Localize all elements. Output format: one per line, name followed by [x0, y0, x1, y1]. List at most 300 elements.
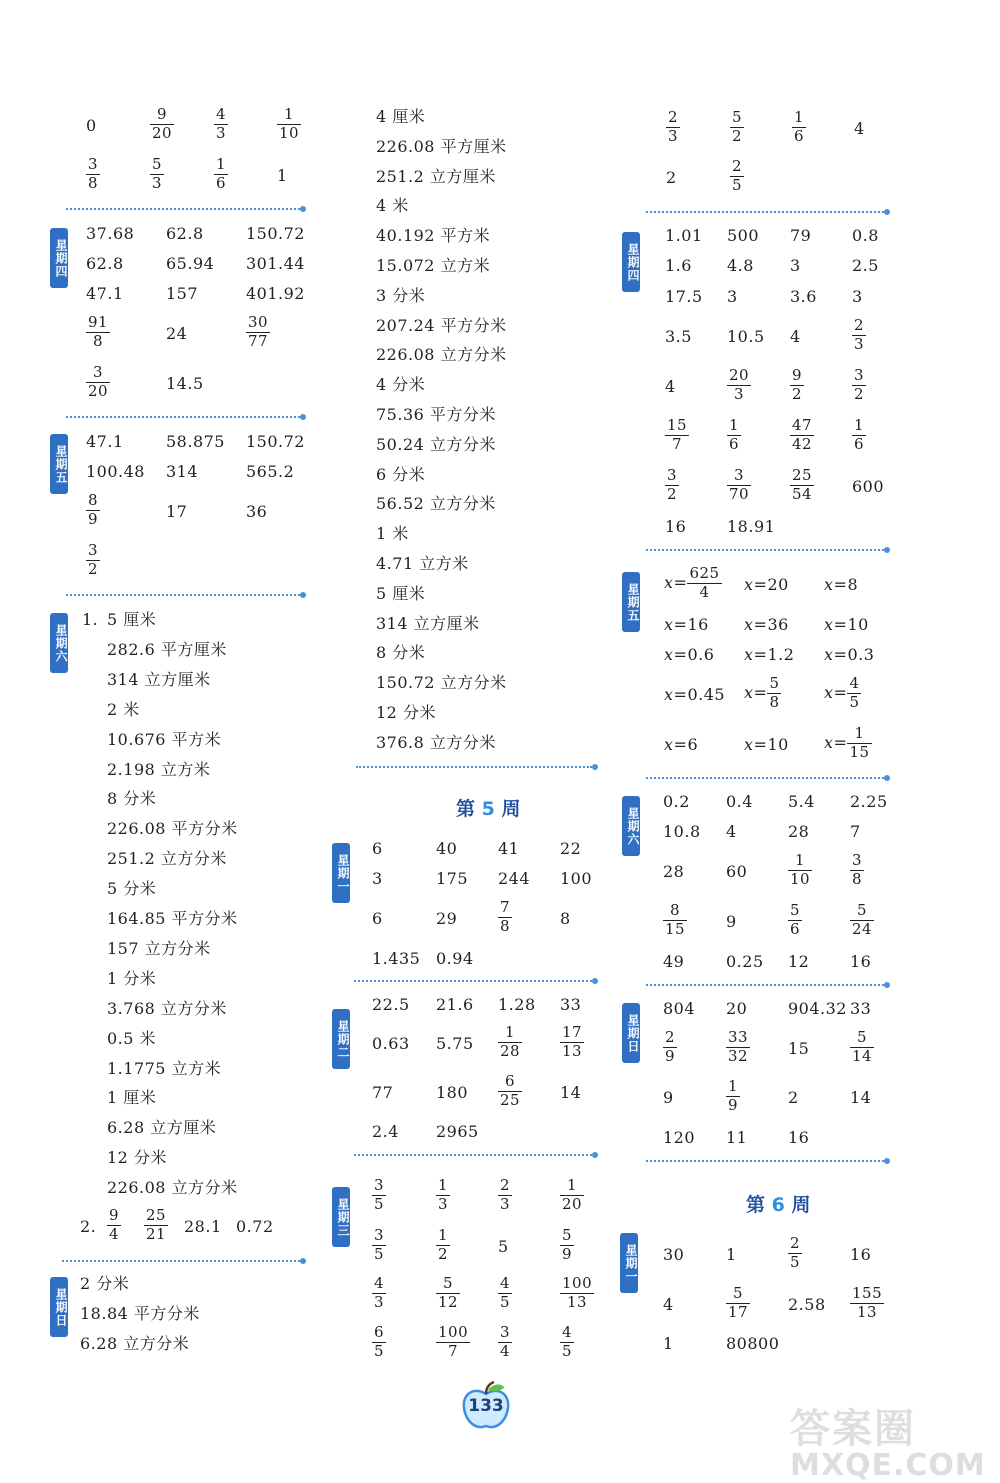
answer-line: 12 分米	[107, 1148, 167, 1168]
fraction	[847, 726, 871, 761]
fraction	[726, 1079, 740, 1114]
denominator: 21	[146, 1224, 167, 1243]
fraction	[850, 1030, 874, 1065]
table-cell	[498, 900, 512, 935]
table-cell	[790, 368, 804, 403]
answer-line: 6 分米	[376, 464, 426, 484]
answer-line: 2.198 立方米	[107, 759, 211, 779]
numerator: 3	[500, 1323, 511, 1341]
fraction	[277, 107, 301, 142]
table-cell: 16	[850, 952, 872, 971]
table-cell	[852, 318, 866, 353]
answer-line: 5 厘米	[107, 610, 157, 629]
table-cell	[436, 1276, 460, 1311]
table-cell	[665, 418, 689, 453]
denominator: 17	[728, 1302, 749, 1321]
fraction	[372, 1228, 386, 1263]
numerator: 1	[438, 1226, 449, 1244]
table-cell	[436, 1178, 450, 1213]
table-cell	[852, 368, 866, 403]
table-cell	[730, 110, 744, 145]
table-cell: 4	[663, 1295, 674, 1314]
fraction	[727, 368, 751, 403]
week-number: 5	[481, 798, 495, 820]
table-cell: 0.8	[852, 226, 879, 245]
fraction	[727, 418, 741, 453]
numerator: 1	[794, 108, 805, 126]
week-number: 6	[771, 1194, 785, 1216]
answer-line: 5 分米	[107, 879, 157, 899]
table-cell: 100	[560, 869, 593, 888]
denominator: 20	[88, 381, 109, 400]
fraction	[788, 1236, 802, 1271]
table-cell: 2.4	[372, 1122, 399, 1141]
denominator: 13	[562, 1041, 583, 1060]
section-divider	[66, 208, 300, 210]
table-cell: 3	[727, 287, 738, 306]
table-cell: 100.48	[86, 462, 145, 481]
denominator: 32	[728, 1046, 749, 1065]
table-cell	[498, 1025, 522, 1060]
table-cell: 600	[852, 477, 885, 496]
equation-cell: x= $\frac{1}{15}$	[824, 724, 870, 761]
table-cell: 500	[727, 226, 760, 245]
watermark	[790, 1397, 990, 1483]
day-tab: 星期五	[50, 434, 68, 494]
fraction	[767, 676, 781, 711]
numerator: 5	[769, 674, 780, 692]
item-number: 1.	[82, 610, 99, 629]
watermark-text: 答案圈	[790, 1406, 916, 1452]
numerator: 4	[374, 1274, 385, 1292]
answer-line: 56.52 立方分米	[376, 494, 496, 514]
answer-line: 1 厘米	[107, 1088, 157, 1108]
table-cell: 9	[663, 1088, 674, 1107]
day-tab: 星期一	[620, 1233, 638, 1293]
fraction	[847, 676, 861, 711]
numerator: 5	[152, 155, 163, 173]
numerator: 1	[505, 1023, 516, 1041]
fraction	[663, 903, 687, 938]
week-prefix: 第	[456, 798, 482, 820]
fraction	[86, 157, 100, 192]
table-cell: 2	[788, 1088, 799, 1107]
table-cell	[790, 418, 814, 453]
answer-line: 4 米	[376, 196, 409, 216]
answer-line: 0.5 米	[107, 1028, 157, 1048]
fraction	[372, 1178, 386, 1213]
fraction	[850, 903, 874, 938]
numerator: 100	[438, 1323, 469, 1341]
table-cell: 0	[86, 116, 97, 135]
numerator: 100	[562, 1274, 593, 1292]
fraction	[790, 468, 814, 503]
table-cell: 3.6	[790, 287, 817, 306]
numerator: 30	[248, 313, 269, 331]
table-cell: 2.25	[850, 792, 888, 811]
week-title	[746, 1190, 810, 1217]
denominator: 5	[849, 692, 860, 711]
denominator: 6	[216, 173, 227, 192]
variable: x	[744, 645, 754, 664]
denominator: 15	[665, 919, 686, 938]
numerator: 1	[216, 155, 227, 173]
table-cell	[850, 1286, 884, 1321]
denominator: 3	[734, 384, 745, 403]
fraction	[498, 1074, 522, 1109]
table-cell	[498, 1276, 512, 1311]
table-cell: 565.2	[246, 462, 295, 481]
numerator: 5	[562, 1226, 573, 1244]
numerator: 1	[854, 724, 865, 742]
table-cell: 16	[788, 1128, 810, 1147]
section-divider	[356, 766, 592, 768]
table-cell	[726, 1079, 740, 1114]
fraction	[560, 1228, 574, 1263]
table-cell: 41	[498, 839, 520, 858]
numerator: 3	[854, 366, 865, 384]
answer-line: 8 分米	[376, 643, 426, 663]
table-cell	[560, 1276, 594, 1311]
fraction	[852, 368, 866, 403]
numerator: 3	[93, 363, 104, 381]
numerator: 3	[852, 851, 863, 869]
numerator: 1	[795, 851, 806, 869]
fraction	[436, 1178, 450, 1213]
denominator: 3	[500, 1194, 511, 1213]
table-cell: 0.2	[663, 792, 690, 811]
table-cell: 28	[663, 862, 685, 881]
numerator: 2	[854, 316, 865, 334]
table-cell: 28	[788, 822, 810, 841]
day-tab: 星期五	[622, 572, 640, 632]
table-cell	[107, 1208, 121, 1243]
answer-line: 226.08 平方厘米	[376, 136, 507, 156]
denominator: 6	[790, 919, 801, 938]
numerator: 15	[667, 416, 688, 434]
denominator: 5	[732, 175, 743, 194]
table-cell: 1	[277, 166, 288, 185]
table-cell	[372, 1178, 386, 1213]
table-cell: 904.32	[788, 999, 847, 1018]
numerator: 6	[374, 1323, 385, 1341]
fraction	[727, 468, 751, 503]
numerator: 5	[443, 1274, 454, 1292]
table-cell: 47.1	[86, 432, 124, 451]
table-cell	[150, 157, 164, 192]
fraction	[790, 418, 814, 453]
denominator: 5	[374, 1194, 385, 1213]
denominator: 77	[248, 331, 269, 350]
fraction	[850, 853, 864, 888]
table-cell	[144, 1208, 168, 1243]
fraction	[687, 566, 721, 601]
answer-line: 6.28 立方分米	[80, 1334, 190, 1353]
fraction	[372, 1325, 386, 1360]
variable: x	[824, 575, 834, 594]
table-cell: 0.94	[436, 949, 474, 968]
numerator: 4	[562, 1323, 573, 1341]
denominator: 8	[852, 869, 863, 888]
table-cell	[727, 368, 751, 403]
table-cell	[560, 1325, 574, 1360]
table-cell	[560, 1178, 584, 1213]
denominator: 2	[854, 384, 865, 403]
table-cell: 150.72	[246, 224, 305, 243]
answer-line: 15.072 立方米	[376, 256, 491, 275]
fraction	[86, 315, 110, 350]
numerator: 5	[857, 1028, 868, 1046]
denominator: 12	[438, 1292, 459, 1311]
fraction	[144, 1208, 168, 1243]
table-cell	[436, 1228, 450, 1263]
numerator: 2	[500, 1176, 511, 1194]
answer-line: 314 立方厘米	[107, 669, 211, 689]
table-cell: 804	[663, 999, 696, 1018]
fraction	[214, 157, 228, 192]
table-cell: 16	[665, 517, 687, 536]
table-cell: 5	[498, 1237, 509, 1256]
denominator: 8	[500, 916, 511, 935]
section-divider	[66, 594, 300, 596]
numerator: 17	[562, 1023, 583, 1041]
fraction	[498, 1325, 512, 1360]
table-cell: 120	[663, 1128, 696, 1147]
table-cell: 1	[726, 1245, 737, 1264]
answer-line: 1.1775 立方米	[107, 1058, 222, 1078]
denominator: 6	[854, 434, 865, 453]
denominator: 5	[374, 1244, 385, 1263]
denominator: 9	[728, 1095, 739, 1114]
denominator: 70	[729, 484, 750, 503]
variable: x	[824, 732, 834, 752]
numerator: 4	[500, 1274, 511, 1292]
fraction	[560, 1025, 584, 1060]
fraction	[246, 315, 270, 350]
table-cell: 4	[790, 327, 801, 346]
numerator: 2	[790, 1234, 801, 1252]
numerator: 1	[438, 1176, 449, 1194]
answer-line: 282.6 平方厘米	[107, 639, 227, 659]
table-cell: 11	[726, 1128, 748, 1147]
denominator: 5	[500, 1292, 511, 1311]
fraction	[788, 903, 802, 938]
table-cell	[498, 1178, 512, 1213]
denominator: 2	[88, 559, 99, 578]
numerator: 3	[88, 155, 99, 173]
table-cell: 3.5	[665, 327, 692, 346]
table-cell: 244	[498, 869, 531, 888]
table-cell: 16	[850, 1245, 872, 1264]
section-divider	[66, 416, 300, 418]
table-cell	[436, 1325, 470, 1360]
table-cell: 80800	[726, 1334, 780, 1353]
variable: x	[664, 572, 674, 592]
answer-line: 8 分米	[107, 789, 157, 809]
denominator: 3	[854, 334, 865, 353]
numerator: 9	[157, 105, 168, 123]
equation-cell: x=10	[824, 615, 869, 634]
table-cell: 36	[246, 502, 268, 521]
table-cell: 0.25	[726, 952, 764, 971]
equation-cell: x=36	[744, 615, 789, 634]
numerator: 9	[792, 366, 803, 384]
numerator: 20	[729, 366, 750, 384]
equation-cell: x=0.45	[664, 685, 726, 704]
table-cell: 4	[665, 377, 676, 396]
table-cell	[790, 468, 814, 503]
table-cell	[730, 159, 744, 194]
table-cell	[86, 315, 110, 350]
denominator: 13	[857, 1302, 878, 1321]
fraction	[852, 318, 866, 353]
table-cell: 2.5	[852, 256, 879, 275]
denominator: 3	[216, 123, 227, 142]
table-cell: 1.01	[665, 226, 703, 245]
table-cell: 8	[560, 909, 571, 928]
variable: x	[824, 615, 834, 634]
equation-cell: x=6	[664, 735, 699, 754]
numerator: 3	[374, 1226, 385, 1244]
denominator: 5	[562, 1341, 573, 1360]
fraction	[726, 1030, 750, 1065]
equation-cell: x=1.2	[744, 645, 795, 664]
numerator: 4	[216, 105, 227, 123]
table-cell: 5.75	[436, 1034, 474, 1053]
week-suffix: 周	[494, 798, 521, 820]
numerator: 2	[668, 108, 679, 126]
table-cell: 1.435	[372, 949, 421, 968]
equation-cell: x=8	[824, 575, 859, 594]
table-cell: 49	[663, 952, 685, 971]
table-cell: 17.5	[665, 287, 703, 306]
fraction	[107, 1208, 121, 1243]
table-cell: 2965	[436, 1122, 479, 1141]
fraction	[850, 1286, 884, 1321]
table-cell: 33	[560, 995, 582, 1014]
table-cell: 14	[850, 1088, 872, 1107]
table-cell: 29	[436, 909, 458, 928]
fraction	[665, 418, 689, 453]
denominator: 2	[792, 384, 803, 403]
fraction	[665, 468, 679, 503]
table-cell: 37.68	[86, 224, 135, 243]
answer-line: 226.08 立方分米	[376, 345, 507, 365]
day-tab: 星期六	[50, 613, 68, 673]
answer-line: 164.85 平方分米	[107, 909, 238, 928]
table-cell: 65.94	[166, 254, 215, 273]
section-divider	[646, 549, 884, 551]
numerator: 2	[732, 157, 743, 175]
denominator: 4	[109, 1224, 120, 1243]
table-cell	[214, 157, 228, 192]
table-cell: 150.72	[246, 432, 305, 451]
answer-line: 1 分米	[107, 968, 157, 988]
equation-cell: x=0.3	[824, 645, 875, 664]
table-cell	[150, 107, 174, 142]
table-cell	[246, 315, 270, 350]
fraction	[666, 110, 680, 145]
variable: x	[744, 682, 754, 702]
table-cell	[850, 853, 864, 888]
answer-line: 157 立方分米	[107, 938, 211, 958]
answer-line: 251.2 立方厘米	[376, 166, 496, 186]
answer-line: 3.768 立方分米	[107, 998, 227, 1018]
variable: x	[744, 735, 754, 754]
day-tab: 星期日	[50, 1277, 68, 1337]
day-tab: 星期六	[622, 796, 640, 856]
numerator: 33	[728, 1028, 749, 1046]
fraction	[372, 1276, 386, 1311]
fraction	[730, 110, 744, 145]
answer-line: 5 厘米	[376, 583, 426, 603]
denominator: 9	[88, 509, 99, 528]
table-cell: 47.1	[86, 284, 124, 303]
table-cell: 14.5	[166, 374, 204, 393]
table-cell	[663, 1030, 677, 1065]
denominator: 2	[732, 126, 743, 145]
table-cell	[727, 418, 741, 453]
equation-cell: x= $\frac{5}{8}$	[744, 674, 780, 711]
table-cell: 22	[560, 839, 582, 858]
table-cell: 17	[166, 502, 188, 521]
day-tab: 星期四	[50, 228, 68, 288]
numerator: 8	[88, 491, 99, 509]
numerator: 1	[854, 416, 865, 434]
numerator: 3	[374, 1176, 385, 1194]
equation-cell: x=0.6	[664, 645, 715, 664]
answer-line: 18.84 平方分米	[80, 1304, 200, 1323]
answer-line: 2 米	[107, 699, 140, 719]
equation-cell: x= $\frac{4}{5}$	[824, 674, 860, 711]
day-tab: 星期一	[332, 843, 350, 903]
fraction	[792, 110, 806, 145]
week-prefix: 第	[746, 1194, 772, 1216]
numerator: 5	[857, 901, 868, 919]
numerator: 3	[734, 466, 745, 484]
equation-cell: x=16	[664, 615, 709, 634]
day-tab: 星期三	[332, 1187, 350, 1247]
table-cell: 7	[850, 822, 861, 841]
table-cell	[372, 1228, 386, 1263]
denominator: 6	[729, 434, 740, 453]
table-cell	[850, 903, 874, 938]
table-cell: 30	[663, 1245, 685, 1264]
variable: x	[664, 685, 674, 704]
numerator: 1	[567, 1176, 578, 1194]
numerator: 1	[728, 1077, 739, 1095]
table-cell	[86, 157, 100, 192]
table-cell: 5.4	[788, 792, 815, 811]
numerator: 625	[689, 564, 720, 582]
denominator: 7	[448, 1341, 459, 1360]
table-cell: 58.875	[166, 432, 225, 451]
denominator: 2	[667, 484, 678, 503]
table-cell: 9	[726, 912, 737, 931]
table-cell: 62.8	[166, 224, 204, 243]
table-cell	[727, 468, 751, 503]
table-cell: 24	[166, 324, 188, 343]
numerator: 91	[88, 313, 109, 331]
answer-line: 4 厘米	[376, 107, 426, 126]
variable: x	[824, 645, 834, 664]
table-cell: 60	[726, 862, 748, 881]
denominator: 9	[562, 1244, 573, 1263]
fraction	[436, 1228, 450, 1263]
answer-line: 376.8 立方分米	[376, 732, 496, 752]
numerator: 3	[88, 541, 99, 559]
table-cell	[666, 110, 680, 145]
